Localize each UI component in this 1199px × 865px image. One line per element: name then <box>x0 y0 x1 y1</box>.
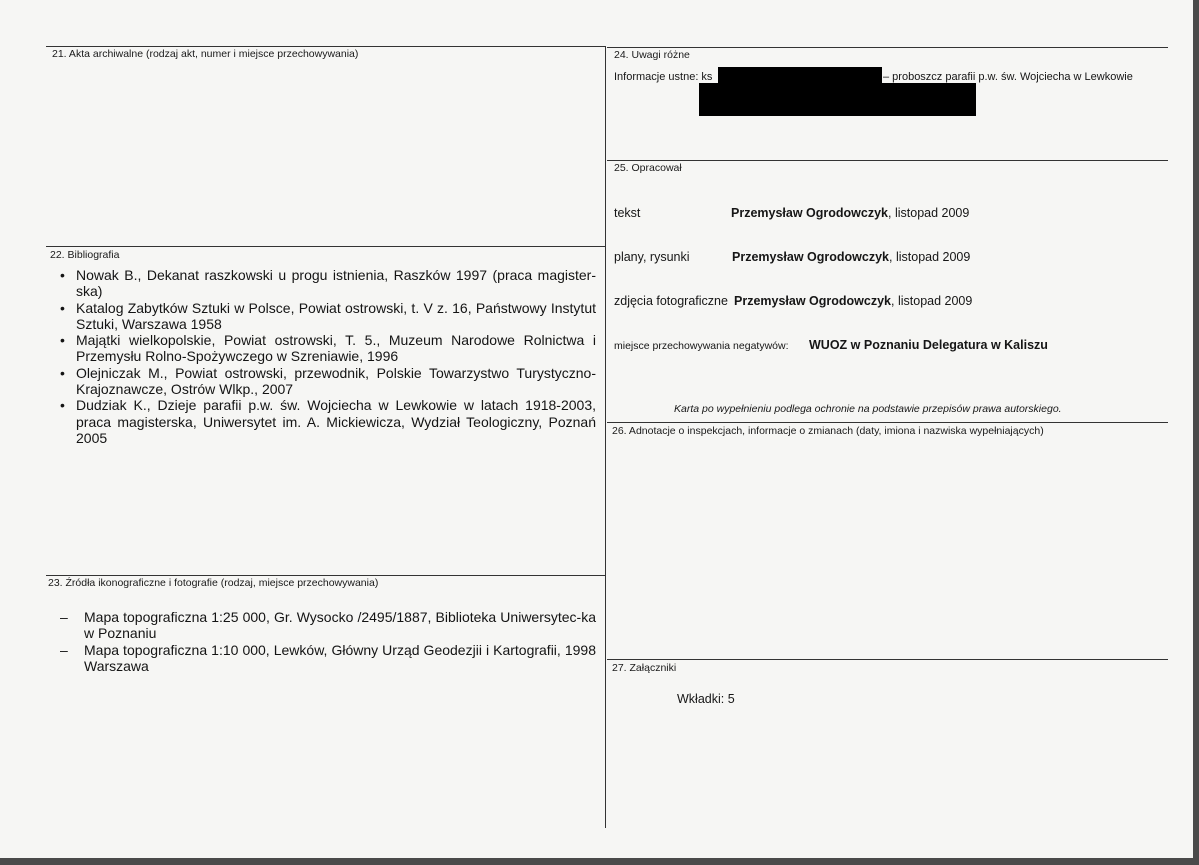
bibliography-item: • Nowak B., Dekanat raszkowski u progu istnienia, Raszków 1997 (praca magister-ska) <box>50 267 596 300</box>
oral-info-suffix: – proboszcz parafii p.w. św. Wojciecha w Lewkowie <box>883 71 1133 83</box>
author-name: Przemysław Ogrodowczyk <box>731 206 889 220</box>
center-divider <box>605 46 606 828</box>
rule-25 <box>607 160 1168 161</box>
section-24-label: 24. Uwagi różne <box>614 49 690 61</box>
rule-26 <box>607 422 1168 423</box>
section-22-label: 22. Bibliografia <box>50 249 120 261</box>
bibliography-item: • Katalog Zabytków Sztuki w Polsce, Powiat ostrowski, t. V z. 16, Państwowy Instytut Sztuki, Warszawa 1958 <box>50 300 596 333</box>
negatives-key: miejsce przechowywania negatywów: <box>614 340 789 352</box>
negatives-value: WUOZ w Poznaniu Delegatura w Kaliszu <box>809 338 1048 352</box>
rule-23 <box>46 575 606 576</box>
attachments-count: Wkładki: 5 <box>677 692 735 706</box>
top-rule-right <box>607 47 1168 48</box>
copyright-note: Karta po wypełnieniu podlega ochronie na podstawie przepisów prawa autorskiego. <box>674 403 1062 415</box>
redaction-bar-name <box>718 67 882 83</box>
author-date: , listopad 2009 <box>891 294 973 308</box>
iconography-item: – Mapa topograficzna 1:10 000, Lewków, Główny Urząd Geodezjii i Kartografii, 1998 Warszawa <box>50 642 596 675</box>
iconography-list <box>50 609 596 674</box>
section-26-label: 26. Adnotacje o inspekcjach, informacje o zmianach (daty, imiona i nazwiska wypełniających) <box>612 425 1044 437</box>
author-date: , listopad 2009 <box>888 206 970 220</box>
prepared-key-text: tekst <box>614 206 641 220</box>
prepared-key-plans: plany, rysunki <box>614 250 690 264</box>
top-rule-left <box>46 46 606 47</box>
section-27-label: 27. Załączniki <box>612 662 677 674</box>
iconography-item: – Mapa topograficzna 1:25 000, Gr. Wysocko /2495/1887, Biblioteka Uniwersytec-ka w Poznaniu <box>50 609 596 642</box>
bibliography-list <box>50 267 596 446</box>
bibliography-item: • Dudziak K., Dzieje parafii p.w. św. Wojciecha w Lewkowie w latach 1918-2003, praca magisterska, Uniwersytet im. A. Mickiewicza, Wydział Teologiczny, Poznań 2005 <box>50 397 596 446</box>
rule-27 <box>607 659 1168 660</box>
bibliography-item: • Olejniczak M., Powiat ostrowski, przewodnik, Polskie Towarzystwo Turystyczno-Krajoznawcze, Ostrów Wlkp., 2007 <box>50 365 596 398</box>
redaction-bar-block <box>699 83 976 116</box>
prepared-key-photos: zdjęcia fotograficzne <box>614 294 728 308</box>
rule-22 <box>46 246 606 247</box>
author-name: Przemysław Ogrodowczyk <box>732 250 890 264</box>
section-23-label: 23. Źródła ikonograficzne i fotografie (rodzaj, miejsce przechowywania) <box>48 577 379 589</box>
section-21-label: 21. Akta archiwalne (rodzaj akt, numer i miejsce przechowywania) <box>52 48 359 60</box>
prepared-value-photos <box>734 293 972 310</box>
oral-info-prefix: Informacje ustne: ks <box>614 71 713 83</box>
author-date: , listopad 2009 <box>889 250 971 264</box>
prepared-value-plans <box>732 249 970 266</box>
section-25-label: 25. Opracował <box>614 162 682 174</box>
prepared-value-text <box>731 205 969 222</box>
author-name: Przemysław Ogrodowczyk <box>734 294 892 308</box>
bibliography-item: • Majątki wielkopolskie, Powiat ostrowski, T. 5., Muzeum Narodowe Rolnictwa i Przemysłu Rolno-Spożywczego w Szreniawie, 1996 <box>50 332 596 365</box>
